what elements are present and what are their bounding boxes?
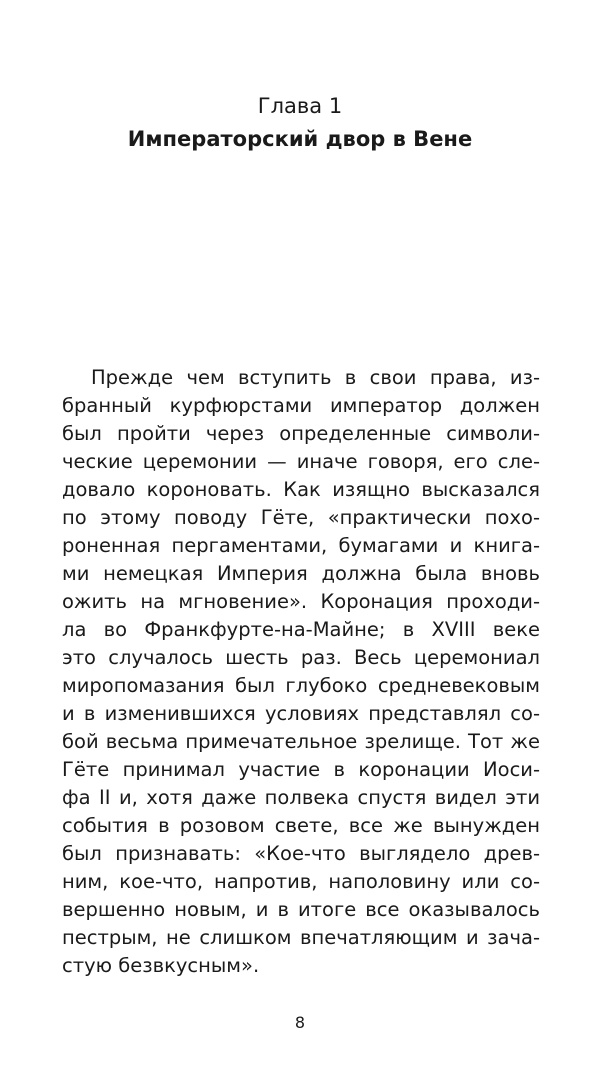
text-line: Гёте принимал участие в коронации Иоси- <box>62 758 540 781</box>
text-line: довало короновать. Как изящно высказался <box>62 478 540 501</box>
text-line: миропомазания был глубоко средневековым <box>62 674 540 697</box>
body-text <box>62 364 540 980</box>
text-line: ческие церемонии — иначе говоря, его сле- <box>62 450 540 473</box>
text-line: события в розовом свете, все же вынужден <box>62 814 540 837</box>
text-line: по этому поводу Гёте, «практически похо- <box>62 506 540 529</box>
text-line: Прежде чем вступить в свои права, из- <box>91 366 540 389</box>
text-line: пестрым, не слишком впечатляющим и зача- <box>62 926 540 949</box>
text-line: ним, кое-что, напротив, наполовину или со- <box>62 870 540 893</box>
text-line: и в изменившихся условиях представлял со- <box>62 702 540 725</box>
page-number: 8 <box>294 1013 306 1032</box>
text-line: роненная пергаментами, бумагами и книга- <box>62 534 540 557</box>
text-line: бой весьма примечательное зрелище. Тот же <box>62 730 540 753</box>
text-line: был пройти через определенные символи- <box>62 422 540 445</box>
text-line: фа II и, хотя даже полвека спустя видел эти <box>62 786 540 809</box>
text-line: ла во Франкфурте-на-Майне; в XVIII веке <box>62 618 540 641</box>
chapter-title: Императорский двор в Вене <box>127 127 473 151</box>
text-line: это случалось шесть раз. Весь церемониал <box>62 646 540 669</box>
text-line: бранный курфюрстами император должен <box>62 394 540 417</box>
text-line: ми немецкая Империя должна была вновь <box>62 562 540 585</box>
chapter-label: Глава 1 <box>257 94 343 118</box>
text-line: вершенно новым, и в итоге все оказывалось <box>62 898 540 921</box>
text-line: ожить на мгновение». Коронация проходи- <box>62 590 540 613</box>
text-line: был признавать: «Кое-что выглядело древ- <box>62 842 540 865</box>
text-line: стую безвкусным». <box>62 954 260 977</box>
